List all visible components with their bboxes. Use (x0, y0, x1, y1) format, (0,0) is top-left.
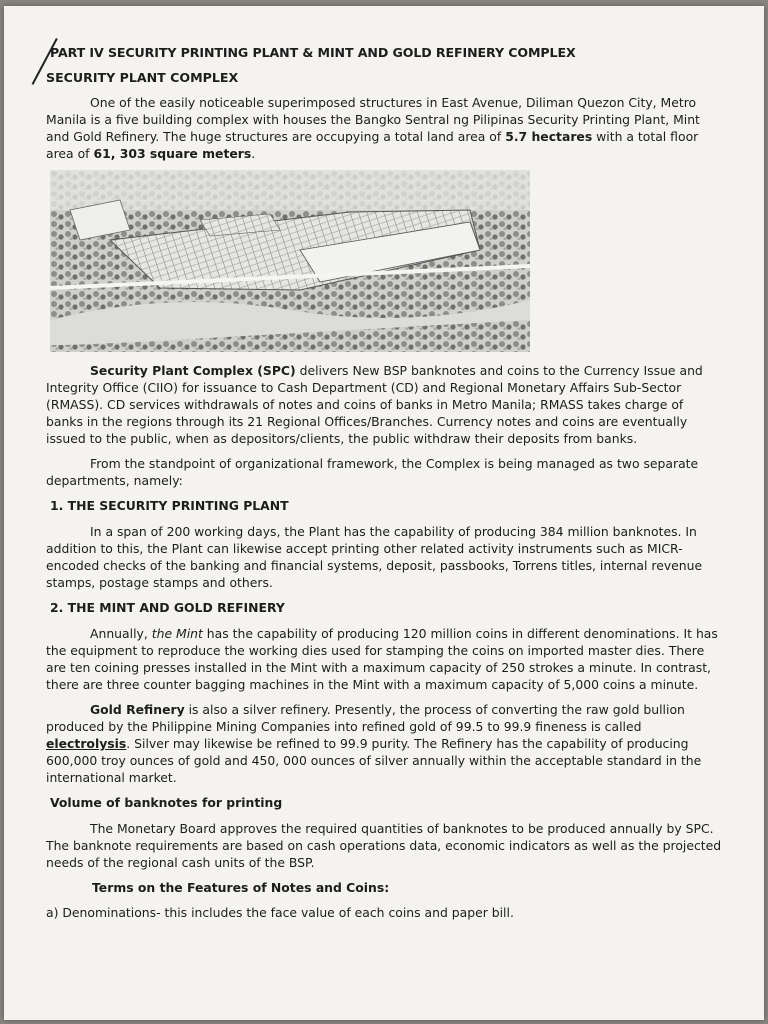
section2-heading: 2. THE MINT AND GOLD REFINERY (50, 600, 285, 615)
framework-paragraph: From the standpoint of organizational framework, the Complex is being managed as two separate departments, namely: (46, 456, 699, 488)
page-content (46, 44, 722, 929)
intro-paragraph: One of the easily noticeable superimposed structures in East Avenue, Diliman Quezon City, Metro Manila is a five building complex with houses the Bangko Sentral ng Pilipinas Security Printing Plant, Mint and Gold Refinery. The huge structures are occupying a total land area of 5.7 hectares with a total floor area of 61, 303 square meters. (46, 95, 700, 161)
part-title: PART IV SECURITY PRINTING PLANT & MINT AND GOLD REFINERY COMPLEX (50, 45, 576, 60)
volume-paragraph: The Monetary Board approves the required quantities of banknotes to be produced annually by SPC. The banknote requirements are based on cash operations data, economic indicators as well as the projected needs of the regional cash units of the BSP. (46, 821, 722, 870)
terms-item-a: a) Denominations- this includes the face value of each coins and paper bill. (46, 905, 514, 920)
section-title: SECURITY PLANT COMPLEX (46, 70, 239, 85)
aerial-photo-graphic (50, 170, 530, 352)
gold-lead: Gold Refinery (90, 702, 185, 717)
volume-heading: Volume of banknotes for printing (50, 795, 283, 810)
aerial-photo (50, 170, 530, 352)
spc-lead: Security Plant Complex (SPC) (90, 363, 296, 378)
land-area: 5.7 hectares (505, 129, 593, 144)
section1-heading: 1. THE SECURITY PRINTING PLANT (50, 498, 289, 513)
document-page (4, 6, 764, 1020)
spc-paragraph: Security Plant Complex (SPC) delivers New BSP banknotes and coins to the Currency Issue and Integrity Office (CIIO) for issuance to Cash Department (CD) and Regional Monetary Affairs Sub-Sector (RMASS). CD services withdrawals of notes and coins of banks in Metro Manila; RMASS takes charge of banks in the regions through its 21 Regional Offices/Branches. Currency notes and coins are eventually issued to the public, when as depositors/clients, the public withdraw their deposits from banks. (46, 363, 703, 446)
mint-italic: the Mint (151, 626, 203, 641)
floor-area: 61, 303 square meters (93, 146, 252, 161)
gold-paragraph: Gold Refinery is also a silver refinery. Presently, the process of converting the raw gold bullion produced by the Philippine Mining Companies into refined gold of 99.5 to 99.9 fineness is called electrolysis. Silver may likewise be refined to 99.9 purity. The Refinery has the capability of producing 600,000 troy ounces of gold and 450, 000 ounces of silver annually within the acceptable standard in the international market. (46, 702, 702, 785)
mint-paragraph: Annually, the Mint has the capability of producing 120 million coins in different denominations. It has the equipment to reproduce the working dies used for stamping the coins on imported master dies. There are ten coining presses installed in the Mint with a maximum capacity of 250 strokes a minute. In contrast, there are three counter bagging machines in the Mint with a maximum capacity of 5,000 coins a minute. (46, 626, 718, 692)
electrolysis-term: electrolysis (46, 736, 127, 751)
section1-paragraph: In a span of 200 working days, the Plant has the capability of producing 384 million banknotes. In addition to this, the Plant can likewise accept printing other related activity instruments such as MICR-encoded checks of the banking and financial systems, deposit, passbooks, Torrens titles, internal revenue stamps, postage stamps and others. (46, 524, 703, 590)
terms-heading: Terms on the Features of Notes and Coins: (92, 880, 390, 895)
